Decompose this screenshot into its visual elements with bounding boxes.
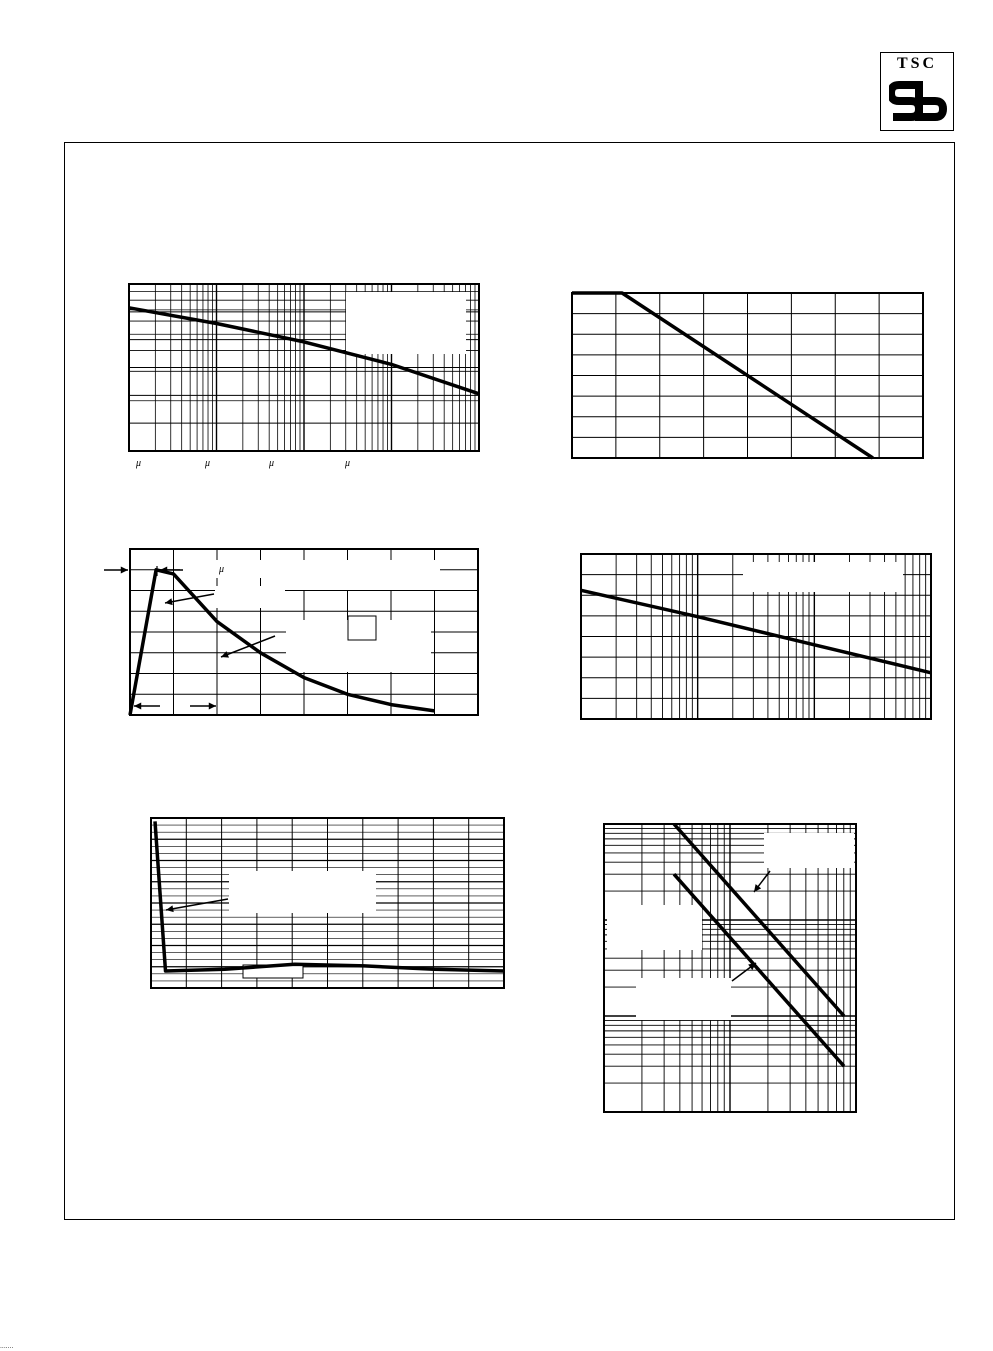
chart-5 — [151, 818, 504, 988]
fig1-tick-label: μ — [205, 458, 211, 469]
fig3-pulse-label: μ — [219, 564, 225, 575]
footer-mark: ....... — [0, 1343, 14, 1350]
chart-3 — [104, 549, 478, 715]
chart-2 — [572, 293, 923, 458]
legend-box — [290, 560, 440, 590]
legend-box — [743, 562, 903, 592]
legend-box — [346, 292, 466, 354]
legend-box — [764, 833, 854, 868]
legend-box — [180, 560, 290, 578]
fig1-tick-label: μ — [269, 458, 275, 469]
logo-text: TSC — [896, 55, 938, 72]
legend-box — [348, 616, 376, 640]
chart-6 — [604, 824, 856, 1112]
fig3-input-arrow-head — [121, 567, 128, 574]
legend-box — [229, 871, 376, 913]
legend-box — [636, 978, 731, 1020]
legend-box — [215, 586, 285, 608]
fig1-tick-label: μ — [345, 458, 351, 469]
chart-1 — [129, 284, 479, 451]
legend-box — [607, 905, 702, 950]
chart-4 — [581, 554, 931, 719]
fig1-tick-label: μ — [136, 458, 142, 469]
